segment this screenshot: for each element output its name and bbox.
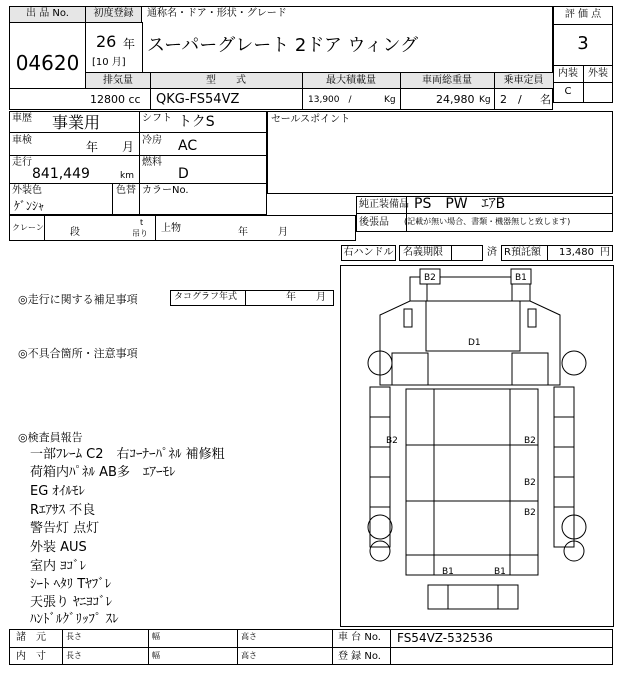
divider (155, 215, 156, 241)
color-no-label: 色替 (116, 185, 136, 196)
shift-value: トクS (178, 114, 215, 130)
divider (9, 132, 267, 133)
inner-width-label: 幅 (152, 651, 160, 660)
chassis-number: FS54VZ-532536 (397, 631, 493, 645)
type-label: 型 式 (206, 75, 246, 86)
lot-label: 出 品 No. (26, 8, 69, 19)
divider (62, 629, 63, 665)
report-line: 天張り ﾔﾆﾖｺﾞﾚ (30, 595, 113, 610)
rear-bumper (428, 585, 518, 609)
width-label: 幅 (152, 632, 160, 641)
color-value: ｹﾞﾝｼｬ (14, 199, 45, 213)
wheel-front-right (562, 351, 586, 375)
divider (332, 629, 333, 665)
divider (245, 290, 246, 306)
gross-weight-value: 24,980 (436, 93, 475, 106)
tachograph-date: 年 月 (286, 292, 326, 303)
ac-value: AC (178, 138, 198, 154)
capacity-label: 乗車定員 (503, 75, 544, 86)
wheel-rear2-left (370, 541, 390, 561)
recycle-label: R預託額 (504, 247, 541, 258)
name-label: 通称名・ドア・形状・グレード (147, 8, 287, 19)
capacity-unit: 名 (540, 93, 551, 106)
report-line: EG ｵｲﾙﾓﾚ (30, 484, 85, 499)
max-load-label: 最大積載量 (326, 75, 376, 86)
sales-point-label: セールスポイント (271, 114, 351, 125)
top-date: 年 月 (238, 227, 288, 238)
equipment-value: PS PW ｴｱB (414, 196, 506, 212)
driving-notes-heading: ◎走行に関する補足事項 (18, 293, 138, 306)
divider (237, 629, 238, 665)
steering-value: 右ハンドル (343, 247, 394, 258)
wheel-rear-left (368, 515, 392, 539)
inspection-label: 車検 (12, 135, 32, 146)
model-value: QKG-FS54VZ (156, 92, 240, 107)
report-line: 荷箱内ﾊﾟﾈﾙ AB多 ｴｱｰﾓﾚ (30, 465, 176, 480)
mark-b1-top: B1 (515, 273, 527, 283)
score-label: 評 価 点 (564, 9, 602, 20)
divider (390, 629, 391, 665)
name-change-label: 名義期限 (403, 247, 443, 258)
mark-b2-right-1: B2 (524, 436, 536, 446)
fuel-label: 燃料 (142, 157, 162, 168)
mark-d1: D1 (468, 338, 481, 348)
mark-b2-right-2: B2 (524, 478, 536, 488)
truck-diagram (340, 265, 614, 627)
inspection-value: 年 月 (86, 140, 135, 154)
divider (9, 183, 267, 184)
report-line: 外装 AUS (30, 540, 87, 555)
capacity-value: 2 / (500, 93, 522, 106)
mark-b2-right-3: B2 (524, 508, 536, 518)
divider (547, 245, 548, 261)
divider (553, 24, 613, 25)
lot-number: 04620 (15, 51, 80, 75)
interior-label: 内装 (558, 68, 578, 79)
divider (9, 647, 613, 648)
chassis-label: 車 台 No. (338, 632, 381, 643)
interior-grade: C (564, 86, 572, 97)
displacement-label: 排気量 (103, 75, 133, 86)
exterior-label: 外装 (588, 68, 608, 79)
report-line: 室内 ﾖｺﾞﾚ (30, 559, 87, 574)
recycle-unit: 円 (600, 247, 610, 258)
mileage-value: 841,449 (32, 166, 90, 182)
aftermarket-label: 後張品 (359, 217, 389, 228)
aftermarket-note: (記載が無い場合、書類・機器無しと致します) (404, 217, 571, 226)
mark-b1-bottom-left: B1 (442, 567, 454, 577)
mirror-right (528, 309, 536, 327)
crane-label: クレーン (12, 223, 44, 232)
reg-month: [10 月] (92, 57, 126, 68)
divider (553, 82, 613, 83)
divider (86, 88, 553, 89)
score-value: 3 (577, 33, 589, 54)
inner-height-label: 高さ (241, 651, 257, 660)
shift-label: シフト (142, 113, 172, 124)
defects-heading: ◎不具合箇所・注意事項 (18, 347, 138, 360)
crane-tier: 段 (70, 227, 80, 238)
mark-b2-left: B2 (386, 436, 398, 446)
mileage-label: 走行 (12, 157, 32, 168)
divider (112, 183, 113, 215)
mark-b1-bottom-right: B1 (494, 567, 506, 577)
recycle-symbol: 済 (487, 247, 497, 258)
mark-b2-top: B2 (424, 273, 436, 283)
max-load-unit: Kg (384, 95, 396, 105)
divider (142, 22, 143, 72)
report-line: ｼｰﾄ ﾍﾀﾘ Tﾔﾌﾞﾚ (30, 577, 112, 592)
report-line: Rｴｱｻｽ 不良 (30, 503, 96, 518)
history-label: 車歴 (12, 113, 32, 124)
divider (451, 245, 452, 261)
divider (139, 111, 140, 215)
height-label: 高さ (241, 632, 257, 641)
color-label: 外装色 (12, 185, 42, 196)
fuel-value: D (178, 166, 189, 182)
mirror-left (404, 309, 412, 327)
crane-ton: t (140, 218, 144, 227)
first-reg-label: 初度登録 (93, 8, 134, 19)
registration-label: 登 録 No. (338, 651, 381, 662)
report-line: 警告灯 点灯 (30, 521, 100, 536)
details-block (9, 111, 267, 215)
gross-weight-unit: Kg (479, 95, 491, 105)
dimensions-label: 諸 元 (16, 632, 46, 643)
divider (44, 215, 45, 241)
inspector-report-heading: ◎検査員報告 (18, 431, 83, 444)
report-line: ﾊﾝﾄﾞﾙｸﾞﾘｯﾌﾟ ｽﾚ (30, 612, 119, 627)
color-code-label: カラーNo. (142, 185, 189, 196)
gross-weight-label: 車両総重量 (422, 75, 472, 86)
reg-year: 26 (96, 32, 117, 51)
report-line: 一部ﾌﾚｰﾑ C2 右ｺｰﾅｰﾊﾟﾈﾙ 補修粗 (30, 447, 225, 462)
divider (148, 629, 149, 665)
divider (9, 155, 267, 156)
divider (356, 213, 613, 214)
crane-row (9, 215, 356, 241)
car-name: スーパーグレート 2ドア ウィング (147, 35, 419, 56)
cargo-box (406, 389, 538, 575)
inner-dimensions-label: 内 寸 (16, 651, 46, 662)
equipment-label: 純正装備品 (359, 199, 409, 210)
tachograph-label: タコグラフ年式 (174, 292, 238, 302)
top-label: 上物 (161, 223, 181, 234)
recycle-amount: 13,480 (559, 247, 594, 258)
history-value: 事業用 (52, 113, 101, 132)
ac-label: 冷房 (142, 135, 162, 146)
reg-year-unit: 年 (123, 37, 136, 51)
displacement-value: 12800 cc (90, 93, 141, 106)
length-label: 長さ (66, 632, 82, 641)
max-load-value: 13,900 / (308, 95, 352, 105)
inner-length-label: 長さ (66, 651, 82, 660)
crane-hang: 吊り (132, 229, 148, 238)
mileage-unit: km (120, 171, 134, 181)
